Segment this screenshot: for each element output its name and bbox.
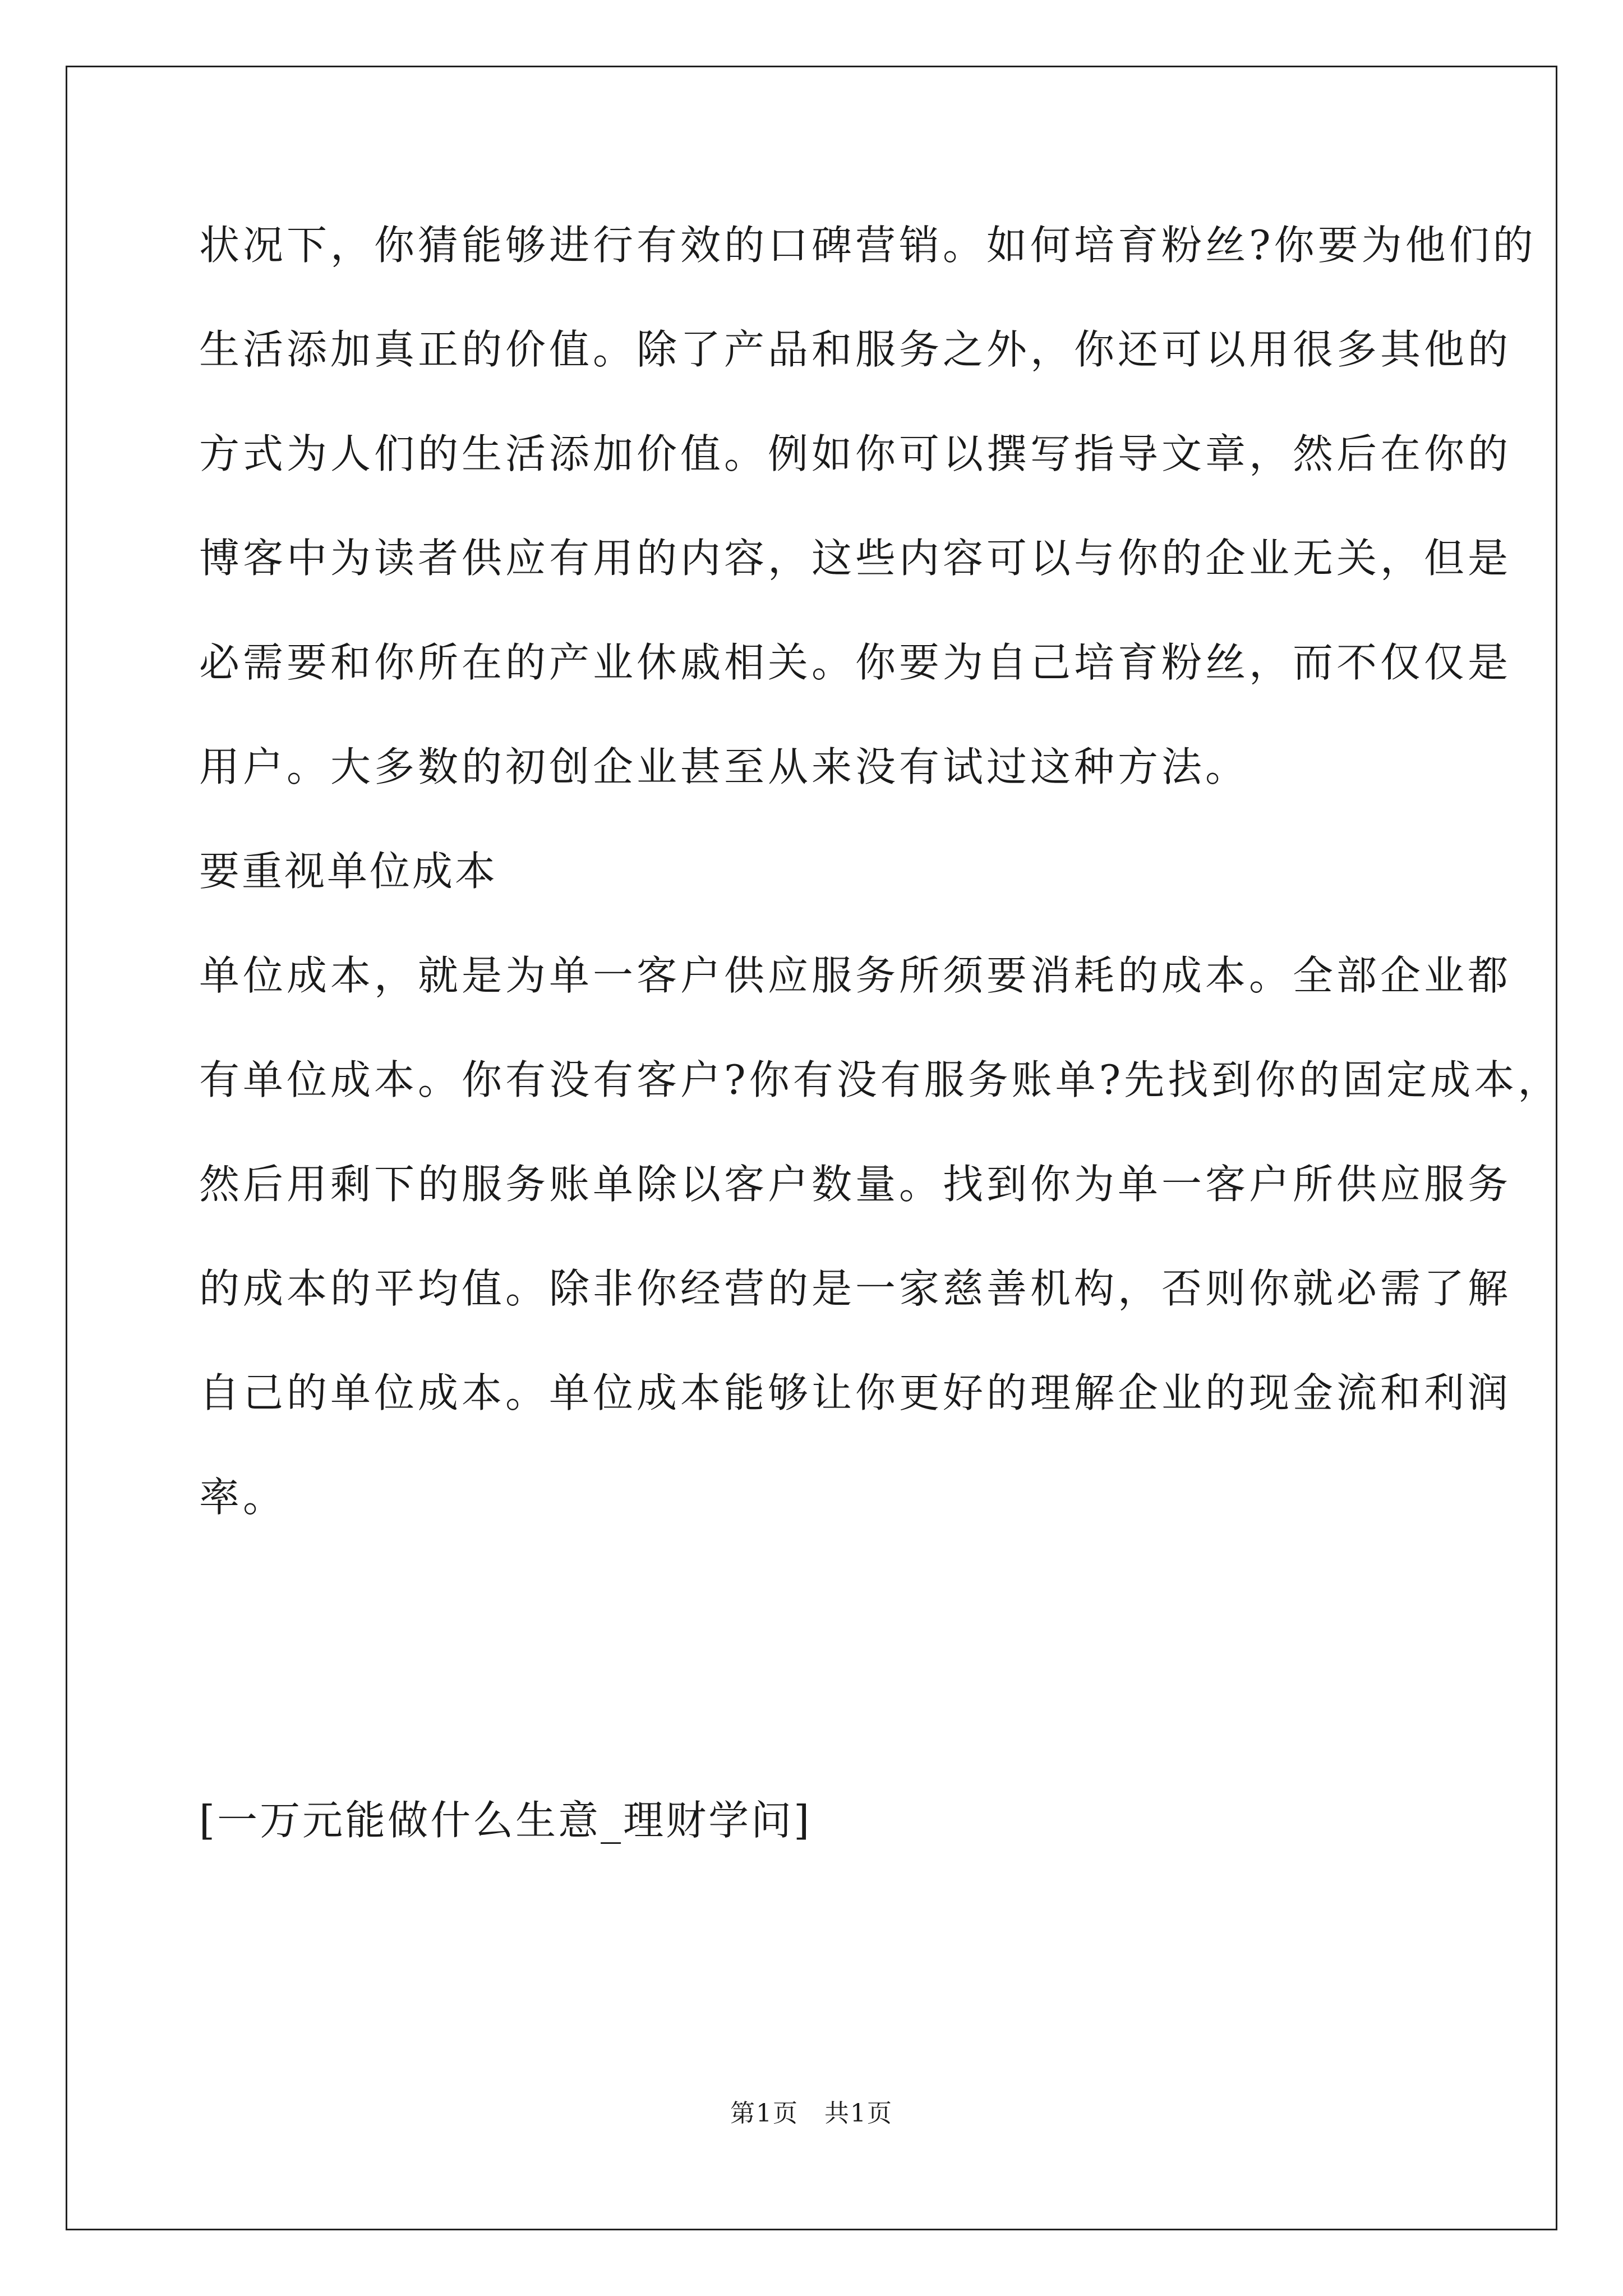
paragraph-2-line-6: 率。: [199, 1474, 287, 1521]
paragraph-2-line-2: 有单位成本。你有没有客户?你有没有服务账单?先找到你的固定成本，: [199, 1056, 1562, 1103]
paragraph-1-line-6: 用户。大多数的初创企业甚至从来没有试过这种方法。: [199, 743, 1249, 790]
paragraph-2-line-1: 单位成本，就是为单一客户供应服务所须要消耗的成本。全部企业都: [199, 952, 1512, 999]
page-footer: 第1页 共1页: [730, 2099, 893, 2128]
paragraph-1-line-1: 状况下，你猜能够进行有效的口碑营销。如何培育粉丝?你要为他们的: [199, 222, 1537, 269]
paragraph-1-line-5: 必需要和你所在的产业休戚相关。你要为自己培育粉丝，而不仅仅是: [199, 639, 1512, 686]
paragraph-2-line-5: 自己的单位成本。单位成本能够让你更好的理解企业的现金流和利润: [199, 1369, 1512, 1416]
paragraph-1-line-4: 博客中为读者供应有用的内容，这些内容可以与你的企业无关，但是: [199, 535, 1512, 582]
paragraph-1-line-2: 生活添加真正的价值。除了产品和服务之外，你还可以用很多其他的: [199, 326, 1512, 373]
paragraph-2-line-3: 然后用剩下的服务账单除以客户数量。找到你为单一客户所供应服务: [199, 1161, 1512, 1208]
section-heading: 要重视单位成本: [199, 848, 498, 895]
paragraph-1-line-3: 方式为人们的生活添加价值。例如你可以撰写指导文章，然后在你的: [199, 430, 1512, 477]
closing-title: [一万元能做什么生意_理财学问]: [199, 1797, 812, 1844]
paragraph-2-line-4: 的成本的平均值。除非你经营的是一家慈善机构，否则你就必需了解: [199, 1265, 1512, 1312]
page-border: [66, 66, 1557, 2230]
